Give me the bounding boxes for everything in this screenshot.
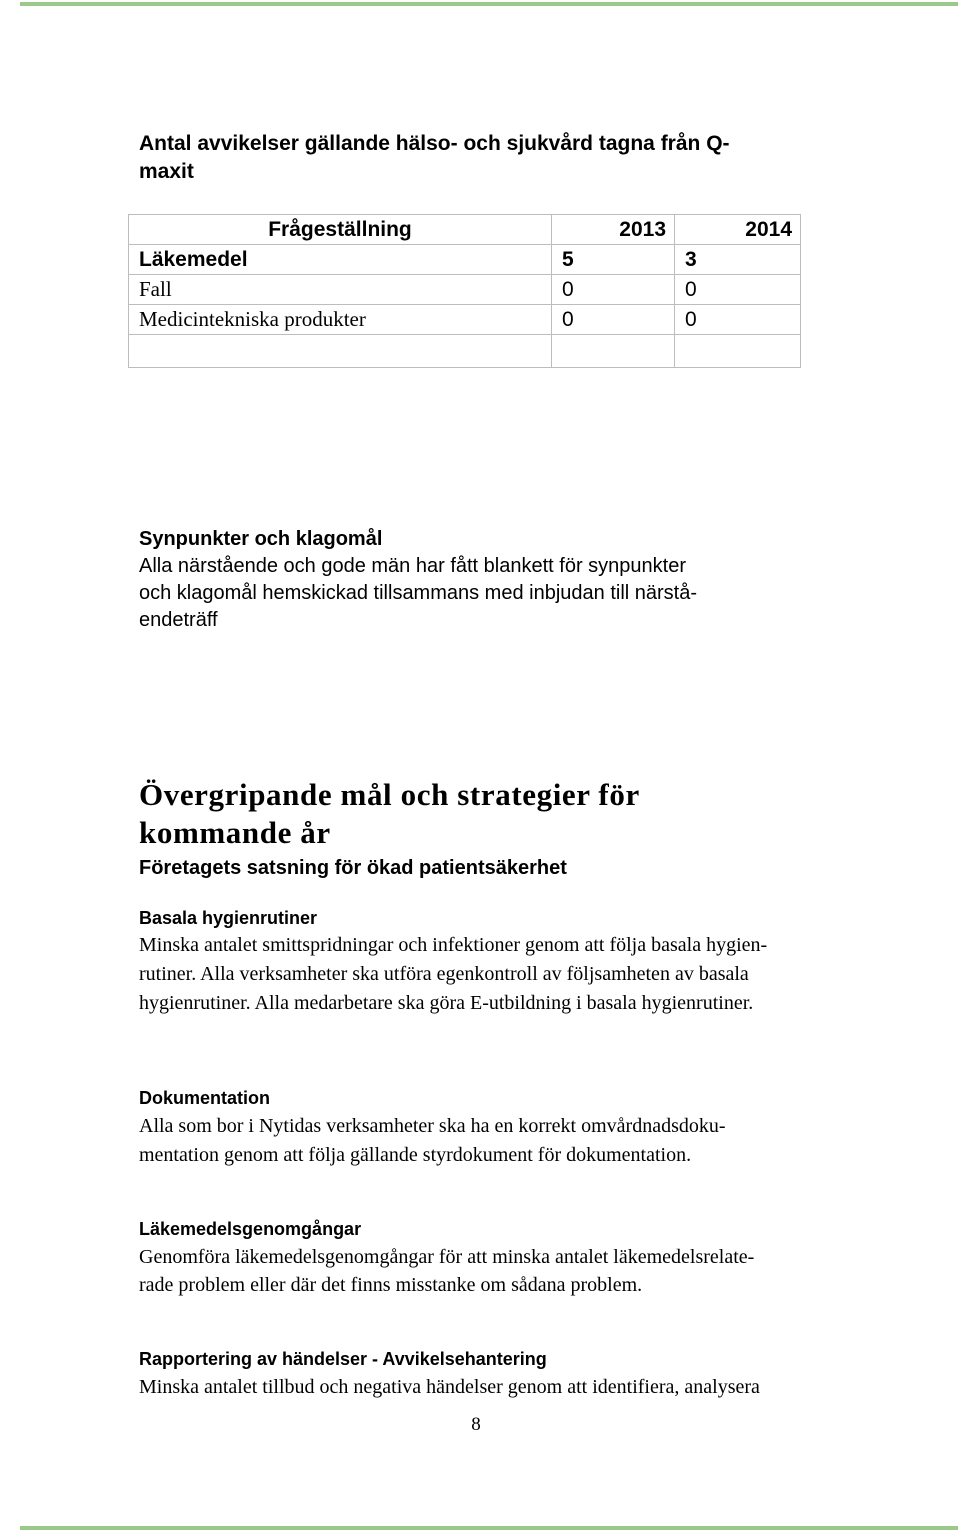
paragraph-line: Minska antalet tillbud och negativa händelser genom att identifiera, analysera [139,1376,760,1398]
table-cell: 0 [552,305,675,335]
paragraph-line: Minska antalet smittspridningar och infektioner genom att följa basala hygien- [139,934,768,956]
table-header-row [129,215,801,245]
paragraph-line: rade problem eller där det finns misstanke om sådana problem. [139,1274,643,1296]
table-cell [675,335,801,368]
deviation-table [128,214,801,368]
table-cell: Fall [129,275,552,305]
paragraph-line: endeträff [139,609,218,631]
paragraph-line: Alla som bor i Nytidas verksamheter ska ha en korrekt omvårdnadsdoku- [139,1115,726,1137]
section-heading: Basala hygienrutiner [139,908,318,928]
table-cell: 3 [675,245,801,275]
table-header-cell: 2013 [552,215,675,245]
paragraph-line: mentation genom att följa gällande styrdokument för dokumentation. [139,1144,692,1166]
table-row [129,335,801,368]
table-cell: 5 [552,245,675,275]
table-cell [552,335,675,368]
page-number: 8 [471,1414,481,1435]
table-cell: 0 [675,275,801,305]
section-heading: Läkemedelsgenomgångar [139,1219,362,1239]
bottom-rule [20,1526,958,1530]
page-heading-line-2: kommande år [139,815,331,850]
section-title-line-2: maxit [139,160,194,183]
section-title-line-1: Antal avvikelser gällande hälso- och sjukvård tagna från Q- [139,132,730,155]
table-cell: 0 [675,305,801,335]
paragraph-line: Alla närstående och gode män har fått blankett för synpunkter [139,555,687,577]
table-cell [129,335,552,368]
top-rule [20,2,958,6]
section-heading: Dokumentation [139,1088,271,1108]
table-header-cell: Frågeställning [129,215,552,245]
table-cell: 0 [552,275,675,305]
table-header-cell: 2014 [675,215,801,245]
table-cell: Medicintekniska produkter [129,305,552,335]
table-row [129,275,801,305]
paragraph-line: rutiner. Alla verksamheter ska utföra egenkontroll av följsamheten av basala [139,963,749,985]
page-subtitle: Företagets satsning för ökad patientsäkerhet [139,857,567,879]
page-heading-line-1: Övergripande mål och strategier för [139,777,640,812]
section-heading: Rapportering av händelser - Avvikelsehantering [139,1349,547,1369]
table-cell: Läkemedel [129,245,552,275]
feedback-heading: Synpunkter och klagomål [139,528,383,550]
table-row [129,305,801,335]
paragraph-line: hygienrutiner. Alla medarbetare ska göra E-utbildning i basala hygienrutiner. [139,992,754,1014]
paragraph-line: och klagomål hemskickad tillsammans med inbjudan till närstå- [139,582,698,604]
paragraph-line: Genomföra läkemedelsgenomgångar för att minska antalet läkemedelsrelate- [139,1246,755,1268]
table-row [129,245,801,275]
